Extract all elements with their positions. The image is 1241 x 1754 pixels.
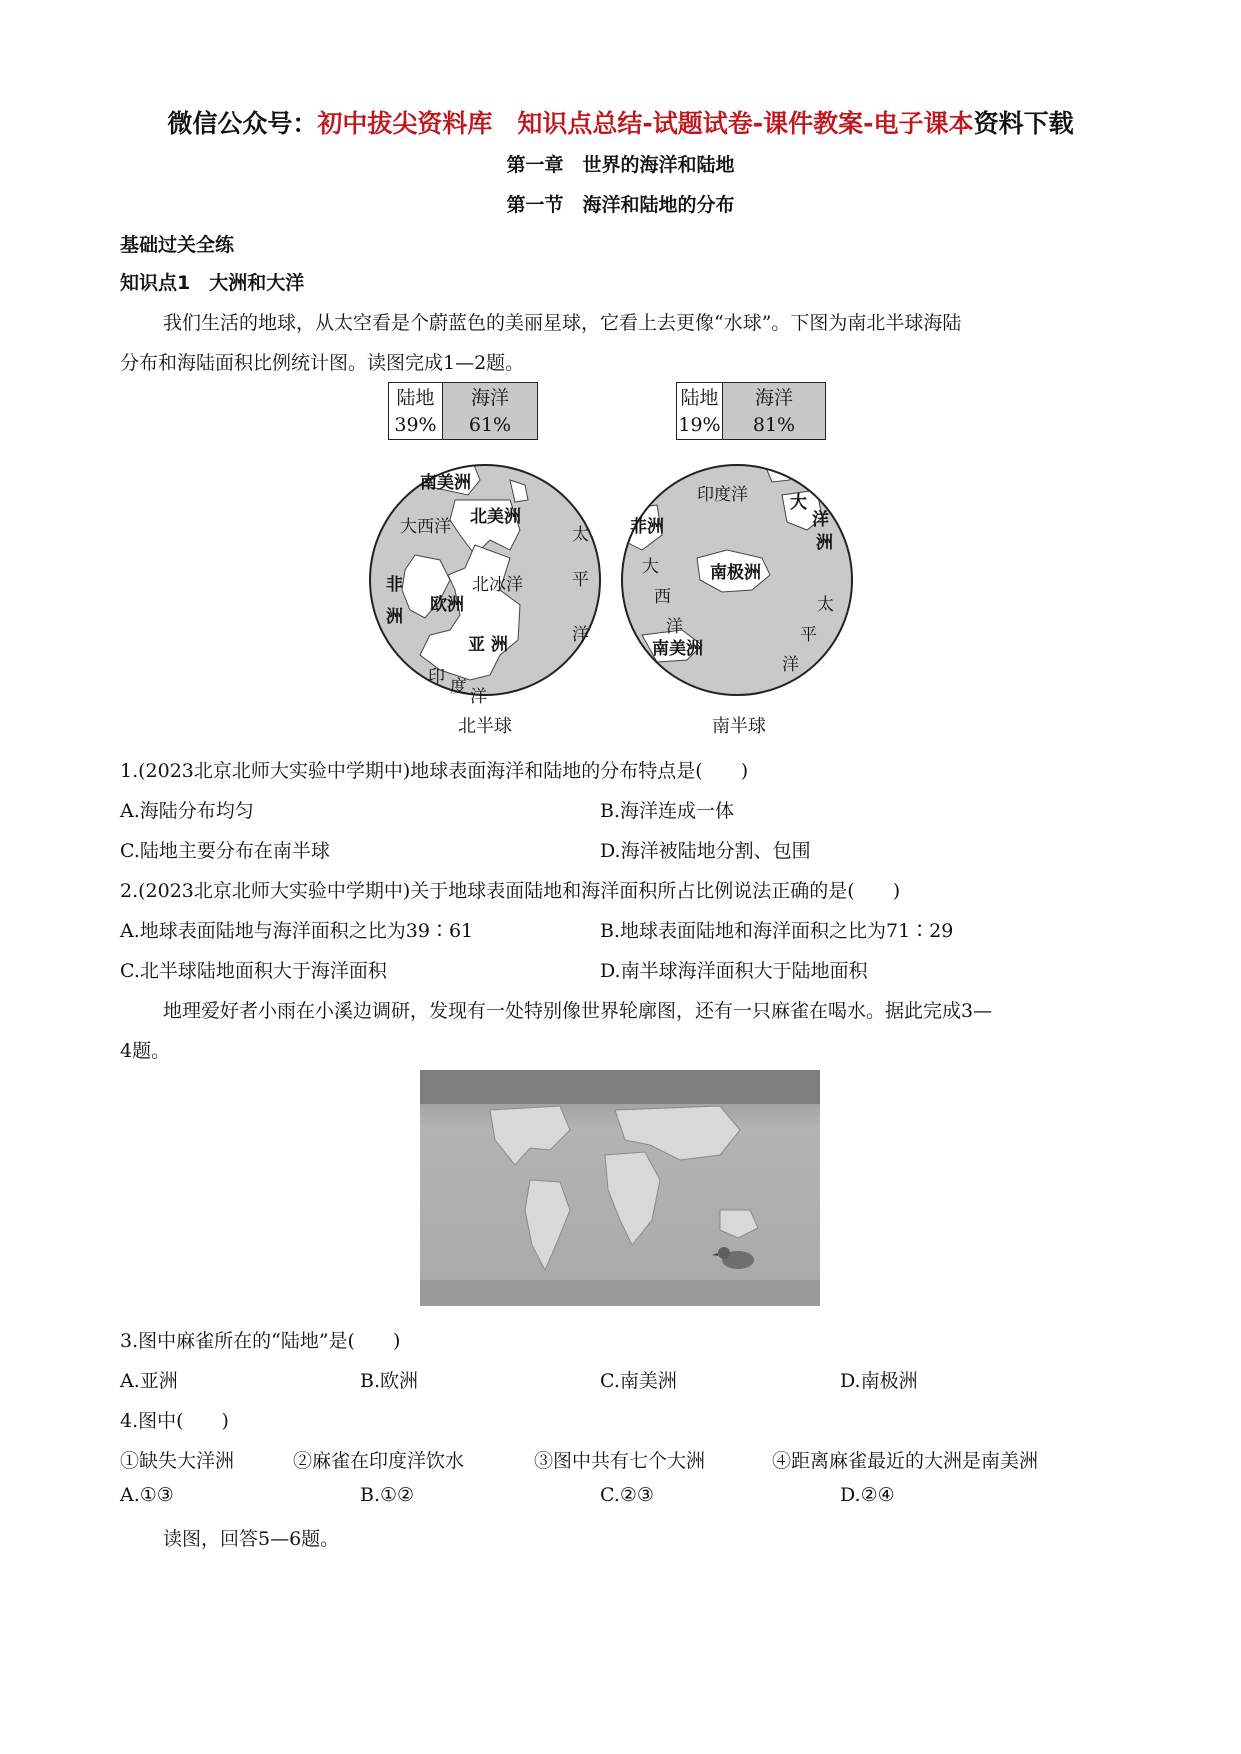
map-label: 北美洲 <box>470 507 521 527</box>
south-ocean-cell <box>723 383 825 439</box>
map-label: 南极洲 <box>710 563 761 583</box>
section-title: 第一节 海洋和陆地的分布 <box>506 194 735 216</box>
north-ocean-pct: 61% <box>468 414 512 436</box>
north-ocean-label: 海洋 <box>470 387 509 409</box>
map-label: 洋 <box>572 625 589 645</box>
q1-option-d[interactable]: D.海洋被陆地分割、包围 <box>600 840 811 862</box>
map-label: 洋 <box>782 655 799 675</box>
map-label: 亚 洲 <box>468 635 508 655</box>
map-label: 大西洋 <box>400 517 451 537</box>
q3-option-a[interactable]: A.亚洲 <box>120 1370 178 1392</box>
south-land-cell <box>677 383 723 439</box>
q4-option-b[interactable]: B.①② <box>360 1484 415 1506</box>
header-red-text: 初中拔尖资料库 知识点总结-试题试卷-课件教案-电子课本 <box>317 109 974 138</box>
q4-statement-2: ②麻雀在印度洋饮水 <box>293 1450 465 1472</box>
map-label: 洋 <box>666 617 683 637</box>
map-label: 印 <box>428 667 445 687</box>
q4-statement-3: ③图中共有七个大洲 <box>534 1450 706 1472</box>
q4-option-d[interactable]: D.②④ <box>840 1484 895 1506</box>
q3-option-d[interactable]: D.南极洲 <box>840 1370 918 1392</box>
map-label: 非洲 <box>630 517 664 537</box>
south-caption: 南半球 <box>712 716 766 737</box>
north-hemisphere-map <box>360 440 620 710</box>
map-label: 欧洲 <box>430 595 464 615</box>
q4-statement-1: ①缺失大洋洲 <box>120 1450 235 1472</box>
map-label: 度 <box>450 677 467 697</box>
q4-option-a[interactable]: A.①③ <box>120 1484 174 1506</box>
north-land-cell <box>389 383 443 439</box>
q2-option-c[interactable]: C.北半球陆地面积大于海洋面积 <box>120 960 387 982</box>
q3-stem: 3.图中麻雀所在的“陆地”是( ) <box>120 1330 401 1352</box>
intro2-line1: 地理爱好者小雨在小溪边调研，发现有一处特别像世界轮廓图，还有一只麻雀在喝水。据此完成3— <box>163 1000 993 1022</box>
intro3-text: 读图，回答5—6题。 <box>163 1528 340 1550</box>
page-header <box>0 104 1241 140</box>
map-label: 平 <box>800 625 817 645</box>
north-caption: 北半球 <box>458 716 512 737</box>
header-suffix: 资料下载 <box>973 109 1074 138</box>
north-ratio-box <box>388 382 538 440</box>
map-label: 大 <box>790 493 807 513</box>
photo-drawing <box>420 1070 820 1306</box>
map-label: 洋 <box>470 687 487 707</box>
south-ocean-label: 海洋 <box>754 387 793 409</box>
north-land-pct: 39% <box>394 414 437 436</box>
map-label: 太 <box>572 525 589 545</box>
map-label: 太 <box>817 595 834 615</box>
q3-option-b[interactable]: B.欧洲 <box>360 1370 419 1392</box>
q1-option-c[interactable]: C.陆地主要分布在南半球 <box>120 840 330 862</box>
north-ocean-cell <box>443 383 537 439</box>
map-label: 南美洲 <box>652 639 703 659</box>
q2-stem: 2.(2023北京北师大实验中学期中)关于地球表面陆地和海洋面积所占比例说法正确的是( ) <box>120 880 901 902</box>
q4-stem: 4.图中( ) <box>120 1410 229 1432</box>
q1-stem: 1.(2023北京北师大实验中学期中)地球表面海洋和陆地的分布特点是( ) <box>120 760 749 782</box>
chapter-title: 第一章 世界的海洋和陆地 <box>506 154 735 176</box>
map-label: 非 <box>386 575 403 595</box>
south-ratio-box <box>676 382 826 440</box>
intro1-line1: 我们生活的地球，从太空看是个蔚蓝色的美丽星球，它看上去更像“水球”。下图为南北半球海陆 <box>163 312 962 334</box>
q4-option-c[interactable]: C.②③ <box>600 1484 654 1506</box>
creek-world-map-photo <box>420 1070 820 1306</box>
map-label: 洲 <box>386 607 403 627</box>
intro1-line2: 分布和海陆面积比例统计图。读图完成1—2题。 <box>120 352 525 374</box>
map-label: 洲 <box>816 533 833 553</box>
south-ocean-pct: 81% <box>752 414 796 436</box>
south-land-label: 陆地 <box>680 387 719 409</box>
map-label: 大 <box>642 557 659 577</box>
q2-option-b[interactable]: B.地球表面陆地和海洋面积之比为71∶29 <box>600 920 954 942</box>
south-hemisphere-map <box>612 440 872 710</box>
q4-statement-4: ④距离麻雀最近的大洲是南美洲 <box>772 1450 1039 1472</box>
south-land-pct: 19% <box>678 414 721 436</box>
map-label: 平 <box>572 570 589 590</box>
q2-option-a[interactable]: A.地球表面陆地与海洋面积之比为39∶61 <box>120 920 474 942</box>
q3-option-c[interactable]: C.南美洲 <box>600 1370 677 1392</box>
north-land-label: 陆地 <box>396 387 435 409</box>
q1-option-b[interactable]: B.海洋连成一体 <box>600 800 735 822</box>
knowledge-point-title: 知识点1 大洲和大洋 <box>120 272 305 294</box>
map-label: 洋 <box>812 510 829 530</box>
part-title: 基础过关全练 <box>120 234 235 256</box>
map-label: 南美洲 <box>420 473 471 493</box>
header-prefix: 微信公众号： <box>167 109 318 138</box>
map-label: 印度洋 <box>697 485 748 505</box>
intro2-line2: 4题。 <box>120 1040 171 1062</box>
map-label: 西 <box>654 587 671 607</box>
map-label: 北冰洋 <box>472 575 523 595</box>
q1-option-a[interactable]: A.海陆分布均匀 <box>120 800 254 822</box>
q2-option-d[interactable]: D.南半球海洋面积大于陆地面积 <box>600 960 868 982</box>
